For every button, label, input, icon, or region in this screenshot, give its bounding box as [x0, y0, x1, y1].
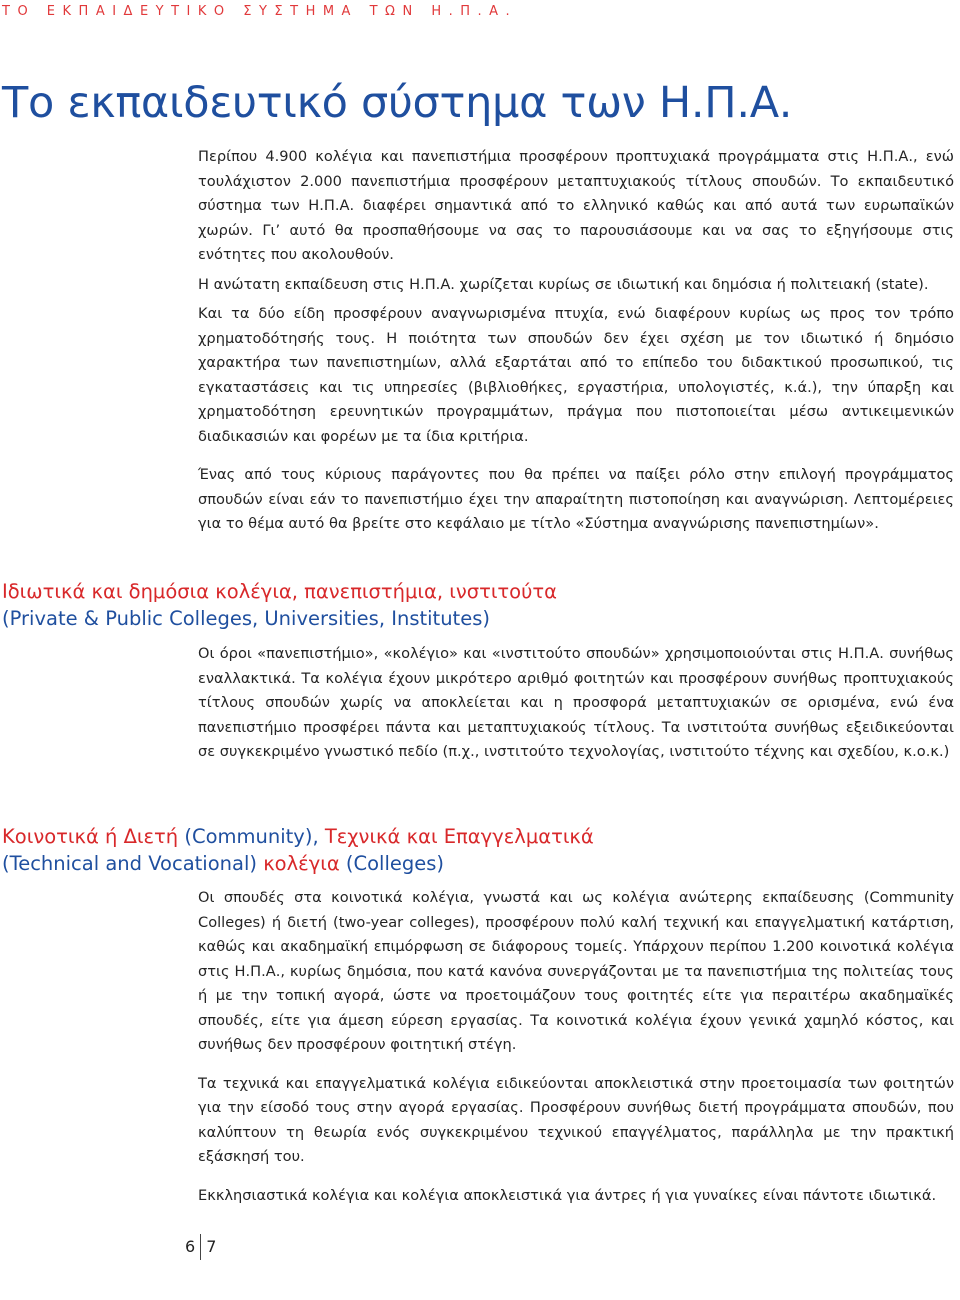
intro-paragraph-3: Και τα δύο είδη προσφέρουν αναγνωρισμένα πτυχία, ενώ διαφέρουν κυρίως ως προς τον τρόπο χρηματοδότησής τους. Η ποιότητα των σπουδών δεν έχει σχέση με τον ιδιωτικό ή δημόσιο χαρακτήρα των πανεπιστημίων, αλλά εξαρτάται από το επίπεδο του διδακτικού προσωπικού, τις εγκαταστάσεις και τις υπηρεσίες (βιβλιοθήκες, εργαστήρια, υπολογιστές, κ.ά.), την ύπαρξη και χρηματοδότηση ερευνητικών προγραμμάτων, πράγμα που πιστοποιείται μέσω αντικειμενικών διαδικασιών και φορέων με τα ίδια κριτήρια.: [198, 305, 954, 445]
heading-fragment: (Colleges): [339, 852, 445, 875]
heading-fragment: Κοινοτικά ή Διετή: [2, 825, 179, 848]
section-2-paragraph-1: Οι σπουδές στα κοινοτικά κολέγια, γνωστά και ως κολέγια ανώτερης εκπαίδευσης (Community Colleges) ή διετή (two-year colleges), προσφέρουν πολύ καλή τεχνική και επαγγελματική κατάρτιση, καθώς και ακαδημαϊκή επιμόρφωση σε διάφορους τομείς. Υπάρχουν περίπου 1.200 κοινοτικά κολέγια στις Η.Π.Α., κυρίως δημόσια, που κατά κανόνα συνεργάζονται με τα πανεπιστήμια της πολιτείας τους ή με την τοπική αγορά, ώστε να προετοιμάζουν τους φοιτητές είτε για περαιτέρω ακαδημαϊκές σπουδές, είτε για άμεση εύρεση εργασίας. Τα κοινοτικά κολέγια έχουν γενικά χαμηλό κόστος, και συνήθως δεν προσφέρουν φοιτητική στέγη.: [198, 889, 954, 1053]
section-2-heading-line-1: [2, 823, 594, 850]
section-1-text: [198, 642, 954, 765]
intro-paragraph-4: Ένας από τους κύριους παράγοντες που θα πρέπει να παίξει ρόλο στην επιλογή προγράμματος σπουδών είναι εάν το πανεπιστήμιο έχει την απαραίτητη πιστοποίηση και αναγνώριση. Λεπτομέρειες για το θέμα αυτό θα βρείτε στο κεφάλαιο με τίτλο «Σύστημα αναγνώρισης πανεπιστημίων».: [198, 466, 954, 532]
section-1-heading: [2, 578, 557, 632]
page-number-right: 7: [206, 1237, 217, 1256]
intro-paragraph-2: Η ανώτατη εκπαίδευση στις Η.Π.Α. χωρίζεται κυρίως σε ιδιωτική και δημόσια ή πολιτειακή (state).: [198, 275, 929, 293]
section-2-text: [198, 886, 954, 1208]
section-1-heading-line-1: Ιδιωτικά και δημόσια κολέγια, πανεπιστήμια, ινστιτούτα: [2, 580, 557, 603]
section-2-paragraph-3: Εκκλησιαστικά κολέγια και κολέγια αποκλειστικά για άντρες ή για γυναίκες είναι πάντοτε ιδιωτικά.: [198, 1186, 937, 1204]
running-header: ΤΟ ΕΚΠΑΙΔΕΥΤΙΚΟ ΣΥΣΤΗΜΑ ΤΩΝ Η.Π.Α.: [2, 4, 518, 19]
section-1-paragraph-1: Οι όροι «πανεπιστήμιο», «κολέγιο» και «ινστιτούτο σπουδών» χρησιμοποιούνται στις Η.Π.Α. συνήθως εναλλακτικά. Τα κολέγια έχουν μικρότερο αριθμό φοιτητών και προσφέρουν συνήθως προπτυχιακούς τίτλους σπουδών χωρίς να αποκλείεται και η προσφορά μεταπτυχιακών σε ορισμένα, ενώ ένα πανεπιστήμιο προσφέρει πάντα και μεταπτυχιακούς τίτλους. Τα ινστιτούτα συνήθως εξειδικεύονται σε συγκεκριμένο γνωστικό πεδίο (π.χ., ινστιτούτο τεχνολογίας, ινστιτούτο τέχνης και σχεδίου, κ.ο.κ.): [198, 645, 954, 760]
page-title: Το εκπαιδευτικό σύστημα των Η.Π.Α.: [2, 78, 793, 128]
page-numbers: [180, 1234, 221, 1260]
section-2-heading: [2, 823, 594, 877]
heading-fragment: (Community),: [178, 825, 325, 848]
heading-fragment: κολέγια: [263, 852, 340, 875]
intro-paragraph-1: Περίπου 4.900 κολέγια και πανεπιστήμια προσφέρουν προπτυχιακά προγράμματα στις Η.Π.Α., ενώ τουλάχιστον 2.000 πανεπιστήμια προσφέρουν μεταπτυχιακούς τίτλους σπουδών. Το εκπαιδευτικό σύστημα των Η.Π.Α. διαφέρει σημαντικά από το ελληνικό καθώς και από αυτά των ευρωπαϊκών χωρών. Γι’ αυτό θα προσπαθήσουμε να σας το παρουσιάσουμε και να σας το εξηγήσουμε στις ενότητες που ακολουθούν.: [198, 148, 954, 263]
section-2-paragraph-2: Τα τεχνικά και επαγγελματικά κολέγια ειδικεύονται αποκλειστικά στην προετοιμασία των φοιτητών για την είσοδό τους στην αγορά εργασίας. Προσφέρουν συνήθως διετή προγράμματα σπουδών, που καλύπτουν τη θεωρία ενός συγκεκριμένου τεχνικού επαγγέλματος, παράλληλα με την πρακτική εξάσκησή του.: [198, 1074, 954, 1165]
section-2-heading-line-2: [2, 850, 594, 877]
intro-text: [198, 145, 954, 537]
page-number-left: 6: [185, 1237, 196, 1256]
heading-fragment: Τεχνικά και Επαγγελματικά: [324, 825, 594, 848]
section-1-heading-line-2: (Private & Public Colleges, Universities, Institutes): [2, 607, 490, 630]
heading-fragment: (Technical and Vocational): [2, 852, 264, 875]
